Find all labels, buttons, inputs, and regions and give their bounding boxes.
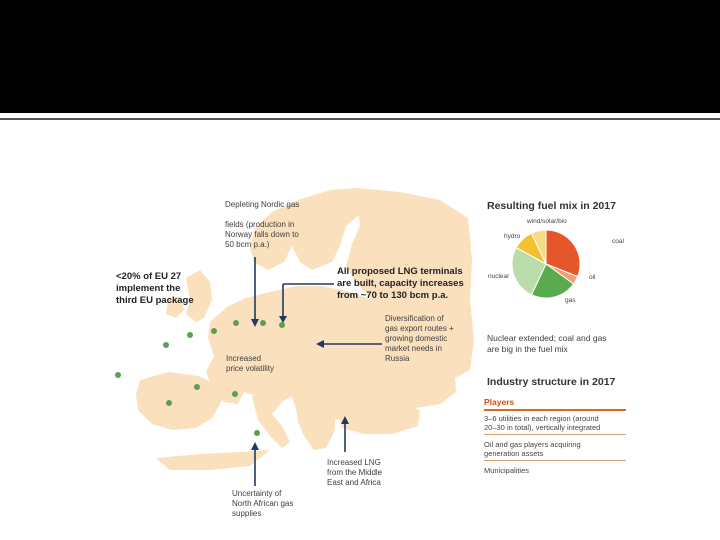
pie-label-wind: wind/solar/bio xyxy=(527,218,567,225)
label-lng-terminals: All proposed LNG terminals are built, capacity increases from ~70 to 130 bcm p.a. xyxy=(337,266,464,301)
players-row: Oil and gas players acquiring generation assets xyxy=(484,440,626,461)
label-price-volatility: Increased price volatility xyxy=(226,354,275,373)
fuel-mix-pie xyxy=(512,230,580,298)
players-row: 3–6 utilities in each region (around 20–30 in total), vertically integrated xyxy=(484,414,626,435)
pie-label-nuclear: nuclear xyxy=(488,273,510,280)
fuel-mix-caption: Nuclear extended; coal and gas are big in the fuel mix xyxy=(487,333,607,354)
players-row: Municipalities xyxy=(484,466,530,475)
pie-label-gas: gas xyxy=(565,297,576,304)
label-north-africa: Uncertainty of North African gas supplies xyxy=(232,489,294,518)
label-nordic-gas: Depleting Nordic gas xyxy=(225,200,300,209)
players-header: Players xyxy=(484,397,626,411)
pie-label-coal: coal xyxy=(612,238,624,245)
pie-label-hydro: hydro xyxy=(504,233,521,240)
label-diversification: Diversification of gas export routes + growing domestic market needs in Russia xyxy=(385,314,454,363)
label-lng-middle-east: Increased LNG from the Middle East and Africa xyxy=(327,458,383,487)
pie-label-oil: oil xyxy=(589,274,596,281)
industry-title: Industry structure in 2017 xyxy=(487,376,616,388)
fuel-mix-title: Resulting fuel mix in 2017 xyxy=(487,200,616,212)
label-norway-fields: fields (production in Norway falls down to 50 bcm p.a.) xyxy=(225,220,299,249)
label-eu-package: <20% of EU 27 implement the third EU package xyxy=(116,271,194,306)
